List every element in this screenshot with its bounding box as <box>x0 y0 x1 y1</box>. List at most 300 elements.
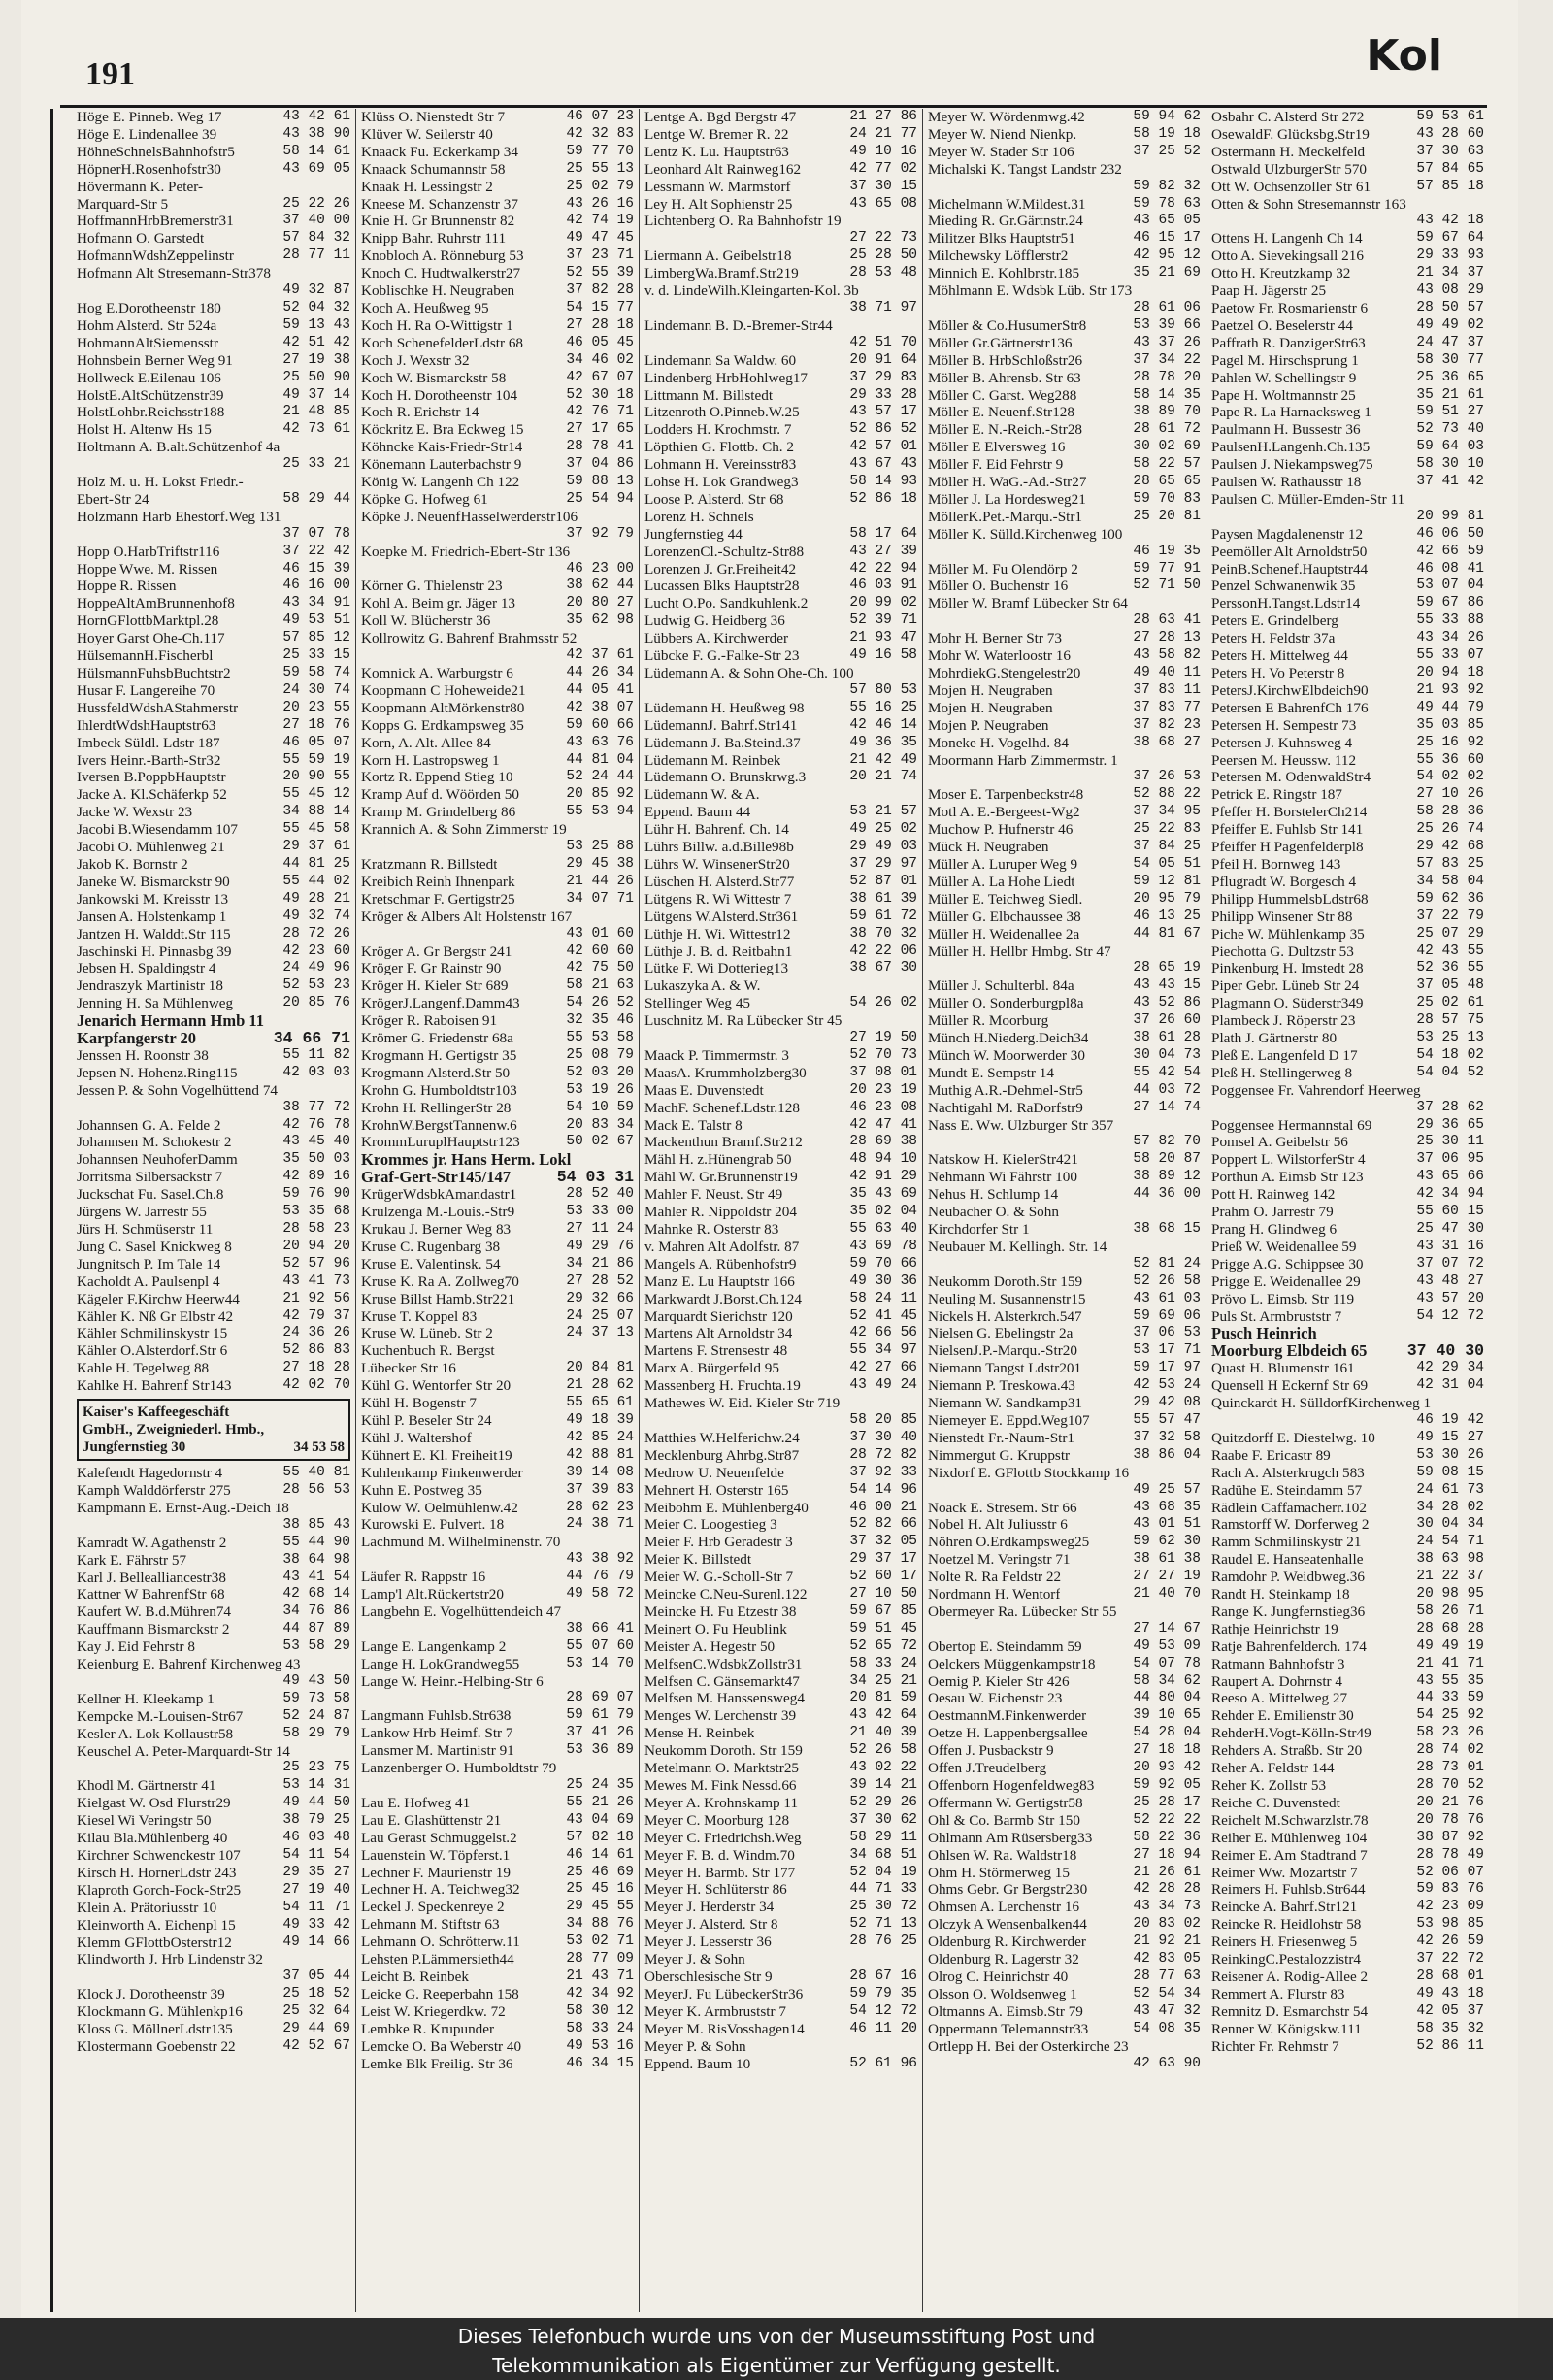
listing-name: Lehmann O. Schrötterw.11 <box>361 1934 520 1951</box>
listing-entry <box>644 1638 917 1656</box>
listing-entry <box>77 265 350 282</box>
listing-name: Lentge W. Bremer R. 22 <box>644 125 789 143</box>
listing-phone: 38 61 28 <box>1133 1030 1201 1046</box>
listing-name: Mojen H. Neugraben <box>928 699 1053 716</box>
listing-entry <box>361 1412 634 1430</box>
listing-phone: 43 34 73 <box>1133 1899 1201 1915</box>
listing-entry <box>644 804 917 821</box>
listing-phone: 20 91 64 <box>849 351 917 368</box>
listing-name: Menges W. Lerchenstr 39 <box>644 1707 797 1725</box>
listing-entry <box>928 179 1201 196</box>
listing-name: Meyer C. Friedrichsh.Weg <box>644 1829 802 1846</box>
listing-entry <box>77 1621 350 1638</box>
listing-entry <box>77 404 350 421</box>
listing-entry <box>1211 2003 1484 2021</box>
listing-entry <box>1211 1881 1484 1899</box>
listing-phone: 58 14 35 <box>1133 386 1201 403</box>
listing-entry <box>361 682 634 700</box>
listing-name: Mense H. Reinbek <box>644 1725 755 1742</box>
listing-entry <box>1211 856 1484 874</box>
listing-phone: 25 02 61 <box>1416 995 1484 1011</box>
listing-entry <box>77 891 350 909</box>
listing-name: Paulmann H. Bussestr 36 <box>1211 421 1361 439</box>
listing-name: Rehder E. Emilienstr 30 <box>1211 1707 1354 1725</box>
listing-entry <box>928 1777 1201 1795</box>
listing-phone: 32 35 46 <box>566 1012 634 1029</box>
listing-name: Nobel H. Alt Juliusstr 6 <box>928 1516 1068 1534</box>
listing-phone: 28 61 72 <box>1133 421 1201 438</box>
listing-name: Oemig P. Kieler Str 426 <box>928 1672 1070 1690</box>
listing-name: Peters E. Grindelberg <box>1211 612 1338 630</box>
listing-phone: 53 98 85 <box>1416 1916 1484 1933</box>
listing-phone: 43 31 16 <box>1416 1238 1484 1254</box>
listing-entry <box>77 456 350 474</box>
listing-phone: 35 50 03 <box>282 1151 350 1168</box>
listing-entry <box>644 335 917 352</box>
listing-phone: 43 34 26 <box>1416 630 1484 646</box>
listing-name: Nienstedt Fr.-Naum-Str1 <box>928 1429 1075 1446</box>
listing-entry <box>644 248 917 265</box>
listing-entry <box>644 404 917 421</box>
listing-entry <box>644 2021 917 2038</box>
listing-name: Markwardt J.Borst.Ch.124 <box>644 1290 802 1307</box>
listing-entry <box>928 1673 1201 1691</box>
listing-phone: 49 40 11 <box>1133 665 1201 680</box>
listing-phone: 37 22 72 <box>1416 1951 1484 1967</box>
listing-name: Lansmer M. Martinistr 91 <box>361 1742 514 1760</box>
listing-name: Nielsen G. Ebelingstr 2a <box>928 1325 1074 1342</box>
listing-phone: 52 81 24 <box>1133 1255 1201 1272</box>
listing-phone: 55 07 60 <box>566 1637 634 1654</box>
listing-phone: 42 34 94 <box>1416 1186 1484 1203</box>
listing-name: Offermann W. Gertigstr58 <box>928 1794 1083 1811</box>
listing-phone: 43 38 92 <box>566 1551 634 1568</box>
listing-entry <box>644 1273 917 1291</box>
listing-phone: 44 81 25 <box>282 855 350 872</box>
listing-phone: 34 58 04 <box>1416 873 1484 889</box>
listing-entry <box>361 839 634 856</box>
listing-phone: 27 28 18 <box>566 316 634 333</box>
listing-entry <box>644 439 917 456</box>
listing-name: Kratzmann R. Billstedt <box>361 855 498 873</box>
listing-entry <box>928 1951 1201 1968</box>
listing-entry <box>77 1951 350 1968</box>
listing-phone: 28 50 57 <box>1416 299 1484 315</box>
listing-phone: 54 03 31 <box>556 1168 634 1187</box>
listing-name: Möller W. Bramf Lübecker Str 64 <box>928 595 1128 612</box>
listing-name: Jenarich Hermann Hmb 11 <box>77 1012 264 1031</box>
listing-name: Lüdemann M. Reinbek <box>644 751 781 769</box>
listing-phone: 25 46 69 <box>566 1864 634 1880</box>
listing-phone: 34 88 76 <box>566 1916 634 1933</box>
listing-entry <box>1211 387 1484 405</box>
listing-phone: 58 24 11 <box>849 1290 917 1306</box>
listing-phone: 46 34 15 <box>566 2055 634 2071</box>
listing-name: Nehus H. Schlump 14 <box>928 1186 1059 1204</box>
listing-phone: 27 22 73 <box>849 230 917 247</box>
listing-entry <box>361 1516 634 1534</box>
listing-entry <box>361 2038 634 2056</box>
listing-name: Reimer E. Am Stadtrand 7 <box>1211 1846 1368 1864</box>
listing-phone: 37 82 23 <box>1133 716 1201 733</box>
listing-phone: 42 66 56 <box>849 1325 917 1341</box>
listing-name: Nimmergut G. Kruppstr <box>928 1446 1071 1464</box>
listing-phone: 46 14 61 <box>566 1846 634 1863</box>
listing-entry <box>644 561 917 578</box>
listing-name: Kruse K. Ra A. Zollweg70 <box>361 1273 519 1290</box>
listing-name: Massenberg H. Fruchta.19 <box>644 1377 801 1395</box>
listing-phone: 29 35 27 <box>282 1864 350 1880</box>
listing-name: Meincke C.Neu-Surenl.122 <box>644 1586 808 1603</box>
listing-entry <box>77 1603 350 1621</box>
listing-name: Motl A. E.-Bergeest-Wg2 <box>928 804 1080 821</box>
listing-phone: 44 81 04 <box>566 751 634 768</box>
listing-entry <box>77 839 350 856</box>
listing-name: Melfsen C. Gänsemarkt47 <box>644 1672 800 1690</box>
listing-phone: 20 23 19 <box>849 1081 917 1098</box>
listing-name: Möller E. N.-Reich.-Str28 <box>928 421 1083 439</box>
listing-phone: 28 72 82 <box>849 1446 917 1463</box>
listing-entry <box>77 1030 350 1047</box>
listing-entry <box>77 769 350 786</box>
listing-name: Ramm Schmilinskystr 21 <box>1211 1534 1362 1551</box>
footer-line-1: Dieses Telefonbuch wurde uns von der Museumsstiftung Post und <box>457 2325 1096 2348</box>
listing-entry <box>361 1777 634 1795</box>
listing-entry <box>928 1586 1201 1603</box>
listing-phone: 52 86 83 <box>282 1342 350 1359</box>
listing-entry <box>1211 179 1484 196</box>
listing-name: Lentz K. Lu. Hauptstr63 <box>644 143 789 160</box>
listing-phone: 28 77 09 <box>566 1951 634 1967</box>
listing-name: Maack P. Timmermstr. 3 <box>644 1046 789 1064</box>
listing-entry <box>361 213 634 230</box>
listing-entry <box>644 647 917 665</box>
listing-phone: 44 71 33 <box>849 1881 917 1898</box>
listing-name: Könemann Lauterbachstr 9 <box>361 456 522 474</box>
listing-entry <box>361 1986 634 2003</box>
listing-phone: 43 26 16 <box>566 195 634 212</box>
listing-name: Nachtigahl M. RaDorfstr9 <box>928 1099 1083 1116</box>
listing-phone: 43 28 60 <box>1416 125 1484 142</box>
listing-entry <box>644 1186 917 1204</box>
listing-entry <box>1211 630 1484 647</box>
listing-phone: 43 69 05 <box>282 160 350 177</box>
listing-name: Meyer C. Moorburg 128 <box>644 1811 790 1829</box>
listing-entry <box>644 2003 917 2021</box>
listing-name: Meyer W. Stader Str 106 <box>928 143 1074 160</box>
listing-entry <box>361 578 634 595</box>
listing-phone: 53 25 13 <box>1416 1030 1484 1046</box>
listing-entry <box>1211 509 1484 526</box>
listing-phone: 49 25 02 <box>849 821 917 838</box>
listing-entry <box>361 1100 634 1117</box>
listing-name: Johannsen NeuhoferDamm <box>77 1151 238 1169</box>
listing-phone: 21 44 26 <box>566 873 634 889</box>
listing-phone: 52 26 58 <box>1133 1273 1201 1289</box>
listing-phone: 58 29 79 <box>282 1725 350 1741</box>
listing-phone: 28 78 20 <box>1133 369 1201 385</box>
listing-entry <box>928 1881 1201 1899</box>
listing-name: Jansen A. Holstenkamp 1 <box>77 908 227 925</box>
listing-entry <box>644 821 917 839</box>
listing-entry <box>928 352 1201 370</box>
listing-entry <box>1211 1221 1484 1239</box>
listing-phone: 37 83 77 <box>1133 699 1201 715</box>
listing-phone: 42 22 94 <box>849 560 917 577</box>
listing-name: Krulzenga M.-Louis.-Str9 <box>361 1204 515 1221</box>
listing-name: Koch H. Dorotheenstr 104 <box>361 386 518 404</box>
listing-entry <box>1211 1830 1484 1847</box>
listing-name: Eppend. Baum 10 <box>644 2055 751 2072</box>
listing-phone: 59 51 45 <box>849 1620 917 1636</box>
listing-phone: 53 19 26 <box>566 1081 634 1098</box>
listing-name: Jessen P. & Sohn Vogelhüttend 74 <box>77 1081 279 1099</box>
listing-name: Kröger & Albers Alt Holstenstr 167 <box>361 908 573 925</box>
listing-name: Ohlsen W. Ra. Waldstr18 <box>928 1846 1077 1864</box>
listing-phone: 38 77 72 <box>282 1099 350 1115</box>
listing-entry <box>1211 700 1484 717</box>
listing-name: Kirsch H. HornerLdstr 243 <box>77 1864 237 1881</box>
listing-phone: 28 61 06 <box>1133 299 1201 315</box>
listing-phone: 25 23 75 <box>282 1760 350 1776</box>
listing-entry <box>361 612 634 630</box>
listing-name: Moneke H. Vogelhd. 84 <box>928 734 1069 751</box>
listing-phone: 59 82 32 <box>1133 178 1201 194</box>
listing-name: Pott H. Rainweg 142 <box>1211 1186 1336 1204</box>
listing-entry <box>1211 1325 1484 1342</box>
listing-phone: 57 83 25 <box>1416 855 1484 872</box>
listing-entry <box>644 1586 917 1603</box>
listing-name: PerssonH.Tangst.Ldstr14 <box>1211 595 1361 612</box>
listing-name: Meier F. Hrb Geradestr 3 <box>644 1534 793 1551</box>
listing-entry <box>1211 1934 1484 1951</box>
listing-name: Müller H. Hellbr Hmbg. Str 47 <box>928 942 1111 960</box>
listing-entry <box>1211 1169 1484 1186</box>
listing-phone: 54 04 52 <box>1416 1064 1484 1080</box>
listing-entry <box>1211 1273 1484 1291</box>
directory-page <box>21 0 1518 2318</box>
listing-entry <box>644 544 917 561</box>
listing-entry <box>361 595 634 612</box>
listing-entry <box>928 1256 1201 1273</box>
listing-phone: 49 53 51 <box>282 612 350 629</box>
listing-phone: 37 40 00 <box>282 213 350 229</box>
listing-name: KrommLuruplHauptstr123 <box>361 1134 520 1151</box>
listing-name: Kacholdt A. Paulsenpl 4 <box>77 1273 220 1290</box>
listing-name: Pleß H. Stellingerweg 8 <box>1211 1064 1353 1081</box>
listing-phone: 49 30 36 <box>849 1273 917 1289</box>
listing-entry <box>644 230 917 248</box>
listing-entry <box>928 1569 1201 1586</box>
listing-phone: 46 16 00 <box>282 578 350 594</box>
listing-phone: 59 77 91 <box>1133 560 1201 577</box>
listing-phone: 24 61 73 <box>1416 1481 1484 1498</box>
listing-entry <box>77 821 350 839</box>
listing-name: Hog E.Dorotheenstr 180 <box>77 299 221 316</box>
listing-name: Lamp'l Alt.Rückertstr20 <box>361 1586 504 1603</box>
listing-name: Juckschat Fu. Sasel.Ch.8 <box>77 1186 224 1204</box>
listing-entry <box>928 1812 1201 1830</box>
listing-phone: 55 59 19 <box>282 751 350 768</box>
listing-phone: 24 54 71 <box>1416 1534 1484 1550</box>
listing-name: Hohm Alsterd. Str 524a <box>77 316 217 334</box>
listing-entry <box>361 909 634 926</box>
listing-entry <box>928 2003 1201 2021</box>
listing-entry <box>644 1047 917 1065</box>
listing-entry <box>928 1986 1201 2003</box>
listing-entry <box>644 1012 917 1030</box>
listing-phone: 37 40 30 <box>1406 1341 1484 1361</box>
listing-phone: 52 30 18 <box>566 386 634 403</box>
listing-name: Kortz R. Eppend Stieg 10 <box>361 769 513 786</box>
listing-phone: 27 14 74 <box>1133 1099 1201 1115</box>
listing-entry <box>644 161 917 179</box>
listing-name: Liermann A. Geibelstr18 <box>644 248 792 265</box>
listing-entry <box>77 1691 350 1708</box>
listing-phone: 54 12 72 <box>1416 1307 1484 1324</box>
listing-entry <box>77 1517 350 1535</box>
listing-entry <box>361 1256 634 1273</box>
listing-entry <box>1211 612 1484 630</box>
listing-entry <box>644 1395 917 1412</box>
listing-phone: 54 05 51 <box>1133 855 1201 872</box>
listing-phone: 48 94 10 <box>849 1151 917 1168</box>
listing-entry <box>928 769 1201 786</box>
listing-entry <box>77 1342 350 1360</box>
listing-name: Kahlke H. Bahrenf Str143 <box>77 1377 232 1395</box>
listing-entry <box>361 960 634 977</box>
listing-entry <box>361 1377 634 1395</box>
listing-entry <box>928 1169 1201 1186</box>
listing-entry <box>1211 1795 1484 1812</box>
listing-name: Kaufert W. B.d.Mühren74 <box>77 1603 232 1621</box>
listing-entry <box>361 1865 634 1882</box>
listing-name: Prang H. Glindweg 6 <box>1211 1221 1338 1238</box>
listing-phone: 29 33 93 <box>1416 248 1484 264</box>
listing-entry <box>77 630 350 647</box>
listing-phone: 59 94 62 <box>1133 109 1201 124</box>
listing-phone: 25 07 29 <box>1416 925 1484 942</box>
listing-phone: 42 85 24 <box>566 1429 634 1445</box>
listing-entry <box>928 1690 1201 1707</box>
listing-entry <box>928 1151 1201 1169</box>
listing-name: Lucht O.Po. Sandkuhlenk.2 <box>644 595 809 612</box>
listing-name: Reisener A. Rodig-Allee 2 <box>1211 1967 1369 1985</box>
listing-phone: 37 41 42 <box>1416 474 1484 490</box>
listing-phone: 25 30 11 <box>1416 1134 1484 1150</box>
listing-name: Kühl H. Bogenstr 7 <box>361 1395 477 1412</box>
listing-name: Koblischke H. Neugraben <box>361 282 515 300</box>
listing-phone: 55 34 97 <box>849 1342 917 1359</box>
listing-entry <box>361 1430 634 1447</box>
listing-entry <box>77 1482 350 1500</box>
listing-entry <box>644 595 917 612</box>
listing-name: Kühl J. Waltershof <box>361 1429 472 1446</box>
listing-phone: 52 53 23 <box>282 977 350 994</box>
listing-name: Pfeil H. Bornweg 143 <box>1211 855 1341 873</box>
listing-name: Hollweck E.Eilenau 106 <box>77 369 221 386</box>
listing-name: Lemcke O. Ba Weberstr 40 <box>361 2037 522 2055</box>
listing-entry <box>1211 126 1484 144</box>
listing-phone: 52 70 73 <box>849 1046 917 1063</box>
listing-entry <box>1211 1500 1484 1517</box>
listing-phone: 53 39 66 <box>1133 316 1201 333</box>
listing-entry <box>1211 1447 1484 1465</box>
listing-name: Matthies W.Helferichw.24 <box>644 1429 800 1446</box>
listing-entry <box>928 387 1201 405</box>
listing-entry <box>77 1638 350 1656</box>
listing-entry <box>928 612 1201 630</box>
listing-name: Marx A. Bürgerfeld 95 <box>644 1360 779 1377</box>
listing-name: Langbehn E. Vogelhüttendeich 47 <box>361 1603 562 1620</box>
listing-phone: 53 02 71 <box>566 1934 634 1950</box>
listing-phone: 43 42 61 <box>282 109 350 124</box>
listing-name: Kalefendt Hagedornstr 4 <box>77 1465 223 1482</box>
listing-entry <box>77 439 350 456</box>
listing-name: Paetow Fr. Rosmarienstr 6 <box>1211 299 1369 316</box>
listing-entry <box>928 926 1201 943</box>
listing-phone: 37 32 05 <box>849 1534 917 1550</box>
listing-name: Reichelt M.Schwarzlstr.78 <box>1211 1811 1369 1829</box>
listing-phone: 53 14 70 <box>566 1655 634 1671</box>
listing-entry <box>77 144 350 161</box>
listing-name: Leicke G. Reeperbahn 158 <box>361 1985 519 2002</box>
listing-entry <box>644 717 917 735</box>
listing-phone: 25 28 17 <box>1133 1794 1201 1810</box>
listing-entry <box>1211 891 1484 909</box>
listing-name: Höge E. Pinneb. Weg 17 <box>77 109 222 125</box>
listing-name: Kleinworth A. Eichenpl 15 <box>77 1916 236 1934</box>
listing-name: Meister A. Hegestr 50 <box>644 1637 776 1655</box>
listing-entry <box>361 491 634 509</box>
listing-entry <box>1211 474 1484 491</box>
listing-entry <box>1211 1621 1484 1638</box>
listing-entry <box>928 248 1201 265</box>
listing-name: Kellner H. Kleekamp 1 <box>77 1690 215 1707</box>
listing-name: Pomsel A. Geibelstr 56 <box>1211 1134 1348 1151</box>
listing-name: MachF. Schenef.Ldstr.128 <box>644 1099 800 1116</box>
listing-phone: 20 99 81 <box>1416 508 1484 524</box>
listing-phone: 49 47 45 <box>566 230 634 247</box>
listing-entry <box>1211 1395 1484 1412</box>
listing-name: Manz E. Lu Hauptstr 166 <box>644 1273 795 1290</box>
listing-name: Jungfernstieg 44 <box>644 525 743 543</box>
listing-entry <box>928 839 1201 856</box>
listing-entry <box>644 1082 917 1100</box>
listing-entry <box>77 682 350 700</box>
listing-phone: 28 68 28 <box>1416 1620 1484 1636</box>
listing-name: Kruse C. Rugenbarg 38 <box>361 1238 501 1255</box>
listing-phone: 42 66 59 <box>1416 543 1484 559</box>
listing-name: Klüver W. Seilerstr 40 <box>361 125 493 143</box>
listing-entry <box>1211 1360 1484 1377</box>
listing-name: Meyer F. B. d. Windm.70 <box>644 1846 795 1864</box>
listing-entry <box>928 1273 1201 1291</box>
listing-name: Meyer K. Armbruststr 7 <box>644 2002 786 2020</box>
listing-phone: 21 42 49 <box>849 751 917 768</box>
listing-phone: 37 04 86 <box>566 456 634 473</box>
listing-entry <box>644 509 917 526</box>
listing-phone: 29 32 66 <box>566 1290 634 1306</box>
listing-entry <box>644 995 917 1012</box>
listing-entry <box>77 509 350 526</box>
listing-phone: 37 84 25 <box>1133 839 1201 855</box>
listing-phone: 21 93 47 <box>849 630 917 646</box>
listing-entry <box>361 1569 634 1586</box>
listing-phone: 37 29 83 <box>849 369 917 385</box>
listing-phone: 27 19 40 <box>282 1881 350 1898</box>
listing-entry <box>928 595 1201 612</box>
